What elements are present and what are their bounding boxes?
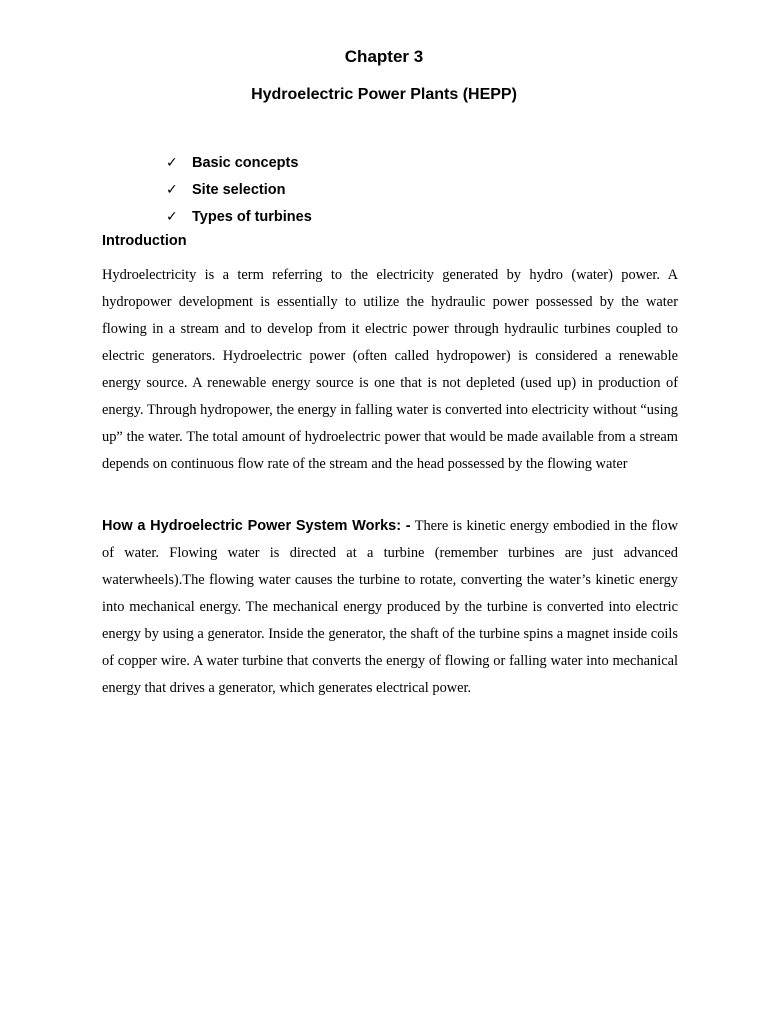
- topic-label: Site selection: [192, 181, 286, 198]
- document-title: Hydroelectric Power Plants (HEPP): [251, 86, 517, 103]
- topic-item: [166, 149, 312, 176]
- introduction-heading: Introduction: [102, 233, 187, 249]
- topic-item: [166, 203, 312, 230]
- how-it-works-heading: How a Hydroelectric Power System Works: -: [102, 518, 411, 534]
- checkmark-icon: ✓: [166, 208, 178, 225]
- checkmark-icon: ✓: [166, 181, 178, 198]
- checkmark-icon: ✓: [166, 154, 178, 171]
- how-it-works-text: There is kinetic energy embodied in the flow of water. Flowing water is directed at a turbine (remember turbines are just advanced waterwheels).The flowing water causes the turbine to rotate, converting the water’s kinetic energy into mechanical energy. The mechanical energy produced by the turbine is converted into electric energy by using a generator. Inside the generator, the shaft of the turbine spins a magnet inside coils of copper wire. A water turbine that converts the energy of flowing or falling water into mechanical energy that drives a generator, which generates electrical power.: [102, 518, 678, 696]
- topic-label: Types of turbines: [192, 208, 312, 225]
- how-it-works-paragraph: [102, 513, 678, 702]
- topic-item: [166, 176, 312, 203]
- introduction-paragraph: Hydroelectricity is a term referring to the electricity generated by hydro (water) power. A hydropower development is essentially to utilize the hydraulic power possessed by the water flowing in a stream and to develop from it electric power through hydraulic turbines coupled to electric generators. Hydroelectric power (often called hydropower) is considered a renewable energy source. A renewable energy source is one that is not depleted (used up) in production of energy. Through hydropower, the energy in falling water is converted into electricity without “using up” the water. The total amount of hydroelectric power that would be made available from a stream depends on continuous flow rate of the stream and the head possessed by the flowing water: [102, 267, 678, 472]
- topic-label: Basic concepts: [192, 154, 299, 171]
- topic-list: [166, 149, 312, 230]
- chapter-heading: Chapter 3: [344, 47, 424, 66]
